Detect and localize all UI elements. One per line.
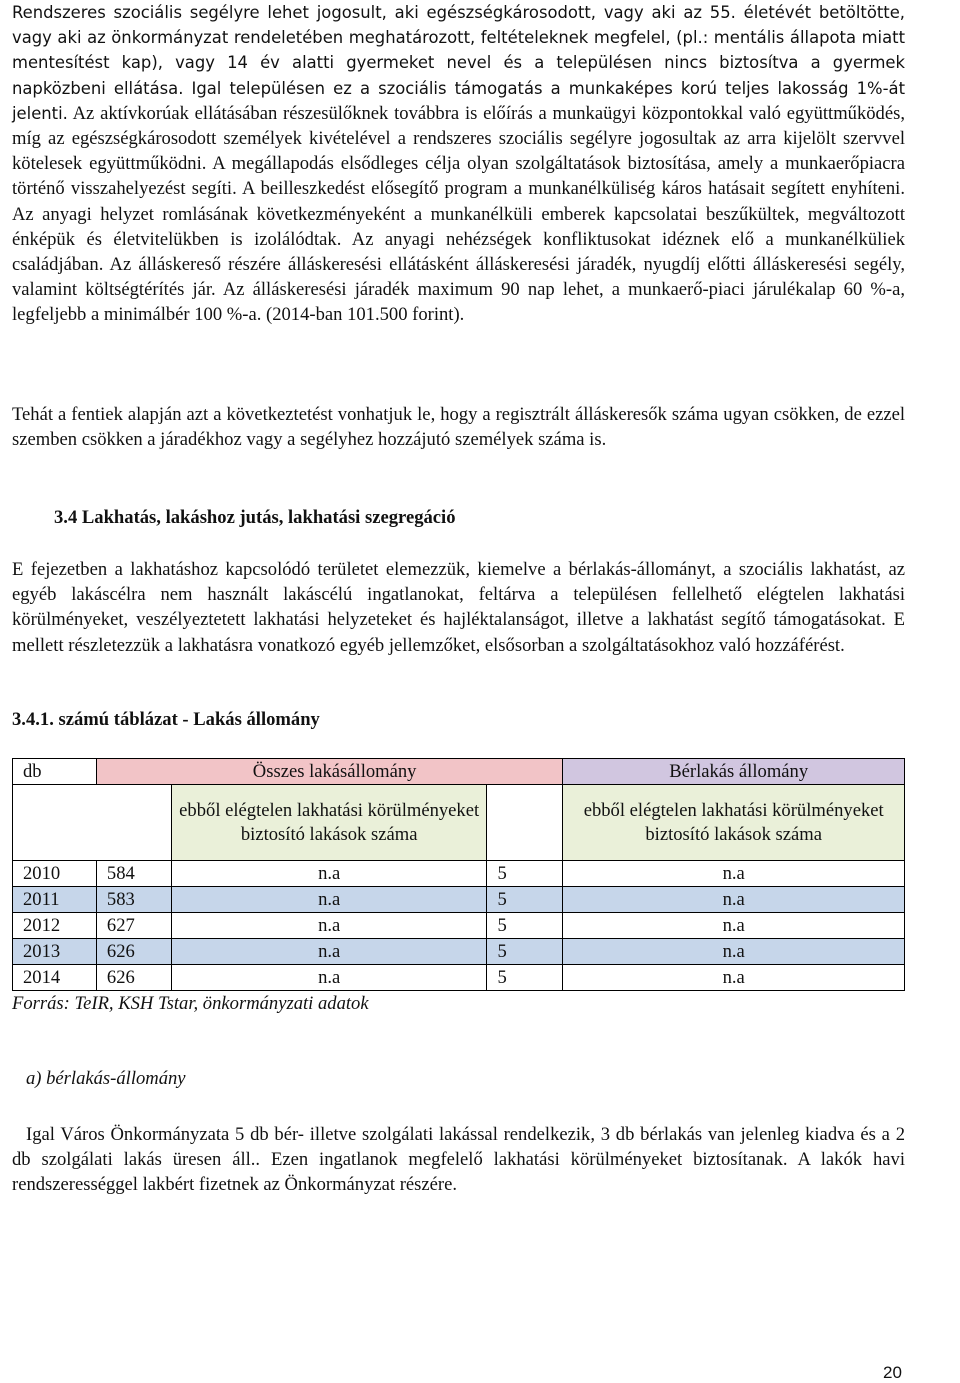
header-total: Összes lakásállomány xyxy=(96,759,562,785)
cell-total: 626 xyxy=(96,939,171,965)
header-db: db xyxy=(13,759,97,785)
conclusion-paragraph: Tehát a fentiek alapján azt a következtetést vonhatjuk le, hogy a regisztrált álláskeresők száma ugyan csökken, de ezzel szemben csökken a járadékhoz vagy a segélyhez hozzájutó személyek száma is. xyxy=(12,404,905,451)
subheader-total-poor: ebből elégtelen lakhatási körülményeket biztosító lakások száma xyxy=(171,785,487,861)
cell-year: 2010 xyxy=(13,861,97,887)
final-paragraph xyxy=(12,1122,905,1198)
table-row xyxy=(13,887,905,913)
subheader-rent-poor: ebből elégtelen lakhatási körülményeket biztosító lakások száma xyxy=(563,785,905,861)
cell-total-poor: n.a xyxy=(171,913,487,939)
page-number: 20 xyxy=(883,1363,902,1382)
cell-year: 2012 xyxy=(13,913,97,939)
cell-total: 627 xyxy=(96,913,171,939)
cell-rent: 5 xyxy=(487,913,563,939)
cell-total: 583 xyxy=(96,887,171,913)
final-text: Igal Város Önkormányzata 5 db bér- illetve szolgálati lakással rendelkezik, 3 db bérlakás van jelenleg kiadva és a 2 db szolgálati lakás üresen áll.. Ezen ingatlanok megfelelő lakhatási körülményeket biztosítanak. A lakók havi rendszerességgel lakbért fizetnek az Önkormányzat részére. xyxy=(12,1124,905,1196)
header-rent: Bérlakás állomány xyxy=(563,759,905,785)
section-heading: 3.4 Lakhatás, lakáshoz jutás, lakhatási szegregáció xyxy=(54,507,456,528)
table-header-row xyxy=(13,759,905,785)
cell-rent: 5 xyxy=(487,939,563,965)
cell-rent-poor: n.a xyxy=(563,939,905,965)
cell-total-poor: n.a xyxy=(171,861,487,887)
cell-total-poor: n.a xyxy=(171,887,487,913)
table-source: Forrás: TeIR, KSH Tstar, önkormányzati adatok xyxy=(12,993,369,1014)
cell-rent-poor: n.a xyxy=(563,913,905,939)
section-paragraph: E fejezetben a lakhatáshoz kapcsolódó területet elemezzük, kiemelve a bérlakás-állományt, a szociális lakhatást, az egyéb lakáscélra nem használt lakáscélú ingatlanokat, feltárva a településen fellelhető elégtelen lakhatási körülményeket, veszélyeztetett lakhatási helyzeteket és hajléktalanságot, illetve a lakhatást segítő támogatásokat. E mellett részletezzük a lakhatásra vonatkozó egyéb jellemzőket, elsősorban a szolgáltatásokhoz való hozzáférést. xyxy=(12,559,905,656)
cell-total-poor: n.a xyxy=(171,939,487,965)
cell-total-poor: n.a xyxy=(171,965,487,991)
cell-total: 584 xyxy=(96,861,171,887)
subsection-heading: a) bérlakás-állomány xyxy=(26,1068,186,1089)
table-row xyxy=(13,913,905,939)
intro-paragraph xyxy=(12,0,905,328)
cell-rent: 5 xyxy=(487,965,563,991)
cell-year: 2013 xyxy=(13,939,97,965)
table-row xyxy=(13,861,905,887)
table-subheader-row xyxy=(13,785,905,861)
cell-rent-poor: n.a xyxy=(563,887,905,913)
housing-table xyxy=(12,758,905,991)
cell-rent: 5 xyxy=(487,861,563,887)
table-title: 3.4.1. számú táblázat - Lakás állomány xyxy=(12,709,320,730)
cell-rent-poor: n.a xyxy=(563,861,905,887)
cell-rent: 5 xyxy=(487,887,563,913)
cell-rent-poor: n.a xyxy=(563,965,905,991)
intro-sans-text: Rendszeres szociális segélyre lehet jogosult, aki egészségkárosodott, vagy aki az 55. életévét betöltötte, vagy aki az önkormányzat rendeletében meghatározott, feltételeknek megfelel, (pl.: mentális állapota miatt mentesítést kap), vagy 14 év alatti gyermeket nevel és a településen nincs biztosítva a gyermek napközbeni ellátása. Igal településen ez a szociális támogatás a munkaképes korú teljes lakosság 1%-át jelenti. xyxy=(12,3,905,123)
subheader-blank xyxy=(13,785,172,861)
cell-total: 626 xyxy=(96,965,171,991)
intro-serif-text: Az aktívkorúak ellátásában részesülőknek továbbra is előírás a munkaügyi központokkal való együttműködés, míg az egészségkárosodott személyek kivételével a rendszeres szociális segélyre jogosultak az arra kijelölt szervvel kötelesek együttműködni. A megállapodás elsődleges célja olyan szolgáltatások biztosítása, amely a munkaerőpiacra történő visszahelyezést segíti. A beilleszkedést elősegítő program a munkanélküliség káros hatásait segített enyhíteni. Az anyagi helyzet romlásának következményeként a munkanélküli emberek kapcsolatai beszűkültek, megváltozott énképük és életvitelükben is izolálódtak. Az anyagi nehézségek konfliktusokat idéznek elő a munkanélküliek családjában. Az álláskereső részére álláskeresési ellátásként álláskeresési járadék, nyugdíj előtti álláskeresési segély, valamint költségtérítés jár. Az álláskeresési járadék maximum 90 nap lehet, a munkaerő-piaci járulékalap 60 %-a, legfeljebb a minimálbér 100 %-a. (2014-ban 101.500 forint). xyxy=(12,102,905,326)
subheader-blank-2 xyxy=(487,785,563,861)
cell-year: 2011 xyxy=(13,887,97,913)
table-row xyxy=(13,939,905,965)
cell-year: 2014 xyxy=(13,965,97,991)
table-row xyxy=(13,965,905,991)
